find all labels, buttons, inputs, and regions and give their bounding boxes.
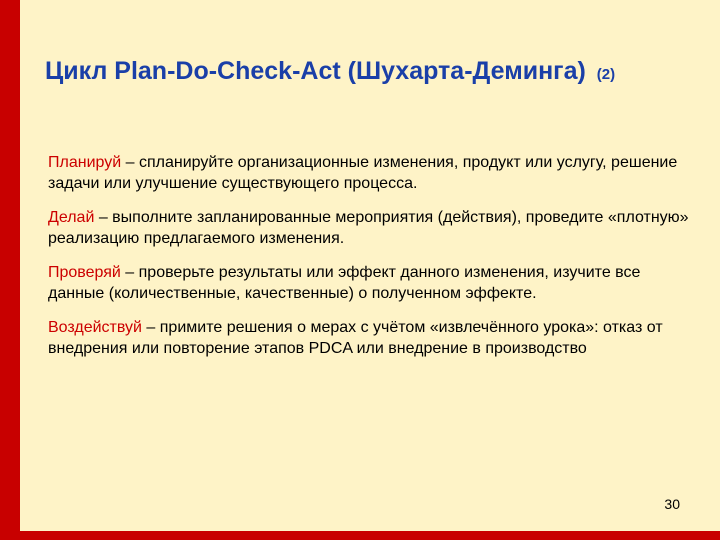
pdca-term-do: Делай [48,209,95,226]
pdca-term-act: Воздействуй [48,319,142,336]
pdca-item-do [48,207,698,249]
pdca-item-check [48,262,698,304]
page-number: 30 [664,496,680,512]
pdca-text-act: – примите решения о мерах с учётом «извлечённого урока»: отказ от внедрения или повторение этапов PDCA или внедрение в производство [48,319,663,357]
pdca-text-plan: – спланируйте организационные изменения, продукт или услугу, решение задачи или улучшение существующего процесса. [48,154,678,192]
slide-title-number: (2) [596,66,616,83]
pdca-text-check: – проверьте результаты или эффект данного изменения, изучите все данные (количественные, качественные) о полученном эффекте. [48,264,641,302]
bottom-accent-bar [0,531,720,540]
pdca-text-do: – выполните запланированные мероприятия (действия), проведите «плотную» реализацию предлагаемого изменения. [48,209,689,247]
pdca-description-list [48,152,698,372]
pdca-item-act [48,317,698,359]
pdca-term-check: Проверяй [48,264,121,281]
left-accent-bar [0,0,20,540]
pdca-term-plan: Планируй [48,154,122,171]
pdca-item-plan [48,152,698,194]
slide-title-text: Цикл Plan-Do-Check-Act (Шухарта-Деминга) [45,57,586,85]
slide-title [45,56,705,90]
